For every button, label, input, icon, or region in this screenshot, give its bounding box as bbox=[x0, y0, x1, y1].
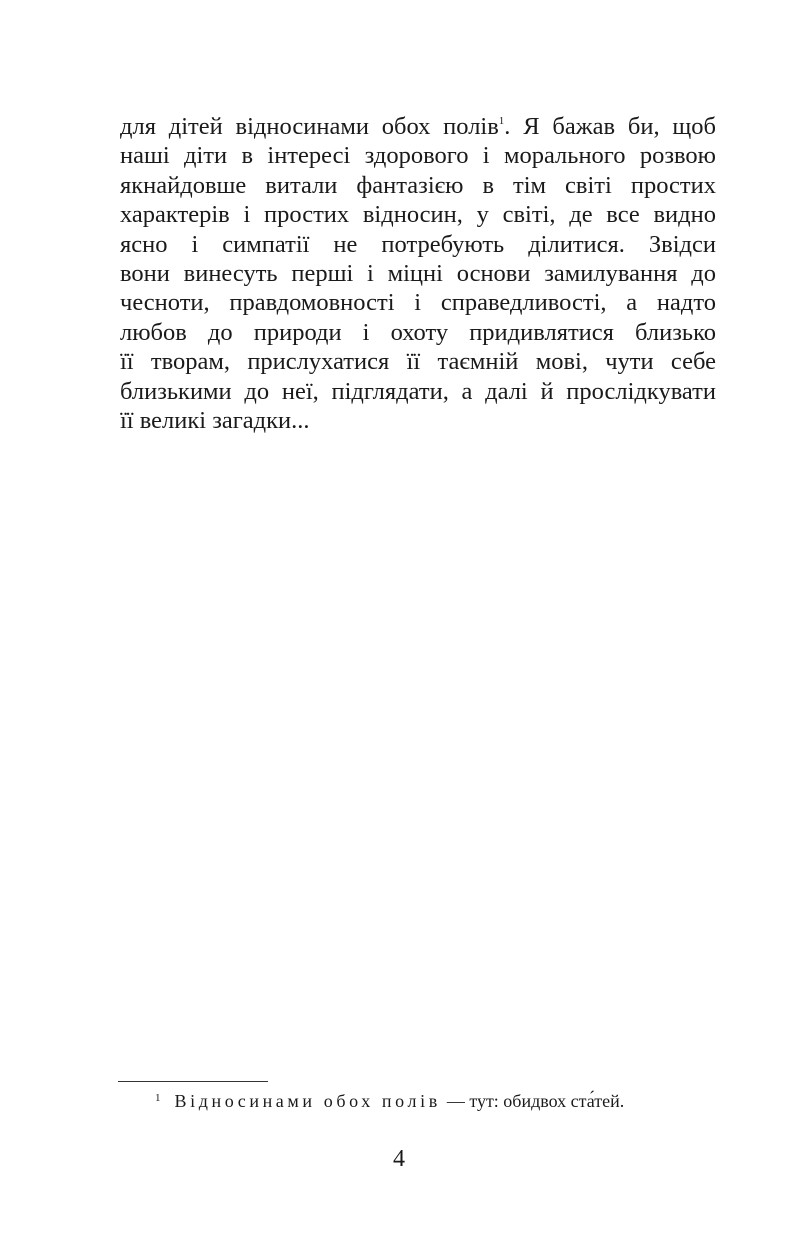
footnote-term: Відносинами обох полів bbox=[174, 1091, 441, 1111]
text-line-1-start: для дітей відносинами обох полів bbox=[120, 113, 499, 140]
text-line-2: наші діти в інтересі здорового і морального розвою bbox=[120, 142, 716, 170]
footnote-reference[interactable]: 1 bbox=[498, 115, 505, 127]
text-line-10: близькими до неї, підглядати, а далі й прослідкувати bbox=[120, 377, 716, 405]
main-text bbox=[120, 112, 716, 435]
text-line-5: ясно і симпатії не потребують ділитися. Звідси bbox=[120, 230, 716, 258]
text-line-11: її великі загадки... bbox=[120, 406, 310, 434]
footnote-divider bbox=[118, 1081, 268, 1082]
text-line-9: її творам, прислухатися її таємній мові, чути себе bbox=[120, 348, 716, 376]
footnote bbox=[155, 1086, 624, 1113]
text-line-1 bbox=[120, 112, 716, 141]
page-number: 4 bbox=[393, 1146, 405, 1172]
text-line-4: характерів і простих відносин, у світі, де все видно bbox=[120, 201, 716, 229]
text-line-1-end: . Я бажав би, щоб bbox=[504, 113, 716, 140]
text-line-8: любов до природи і охоту придивлятися близько bbox=[120, 318, 716, 346]
text-line-6: вони винесуть перші і міцні основи замилування до bbox=[120, 259, 716, 287]
footnote-number: 1 bbox=[155, 1092, 161, 1104]
text-line-3: якнайдовше витали фантазією в тім світі простих bbox=[120, 171, 716, 199]
footnote-definition: — тут: обидвох ста́тей. bbox=[446, 1091, 625, 1111]
text-line-7: чесноти, правдомовності і справедливості, а надто bbox=[120, 289, 716, 317]
